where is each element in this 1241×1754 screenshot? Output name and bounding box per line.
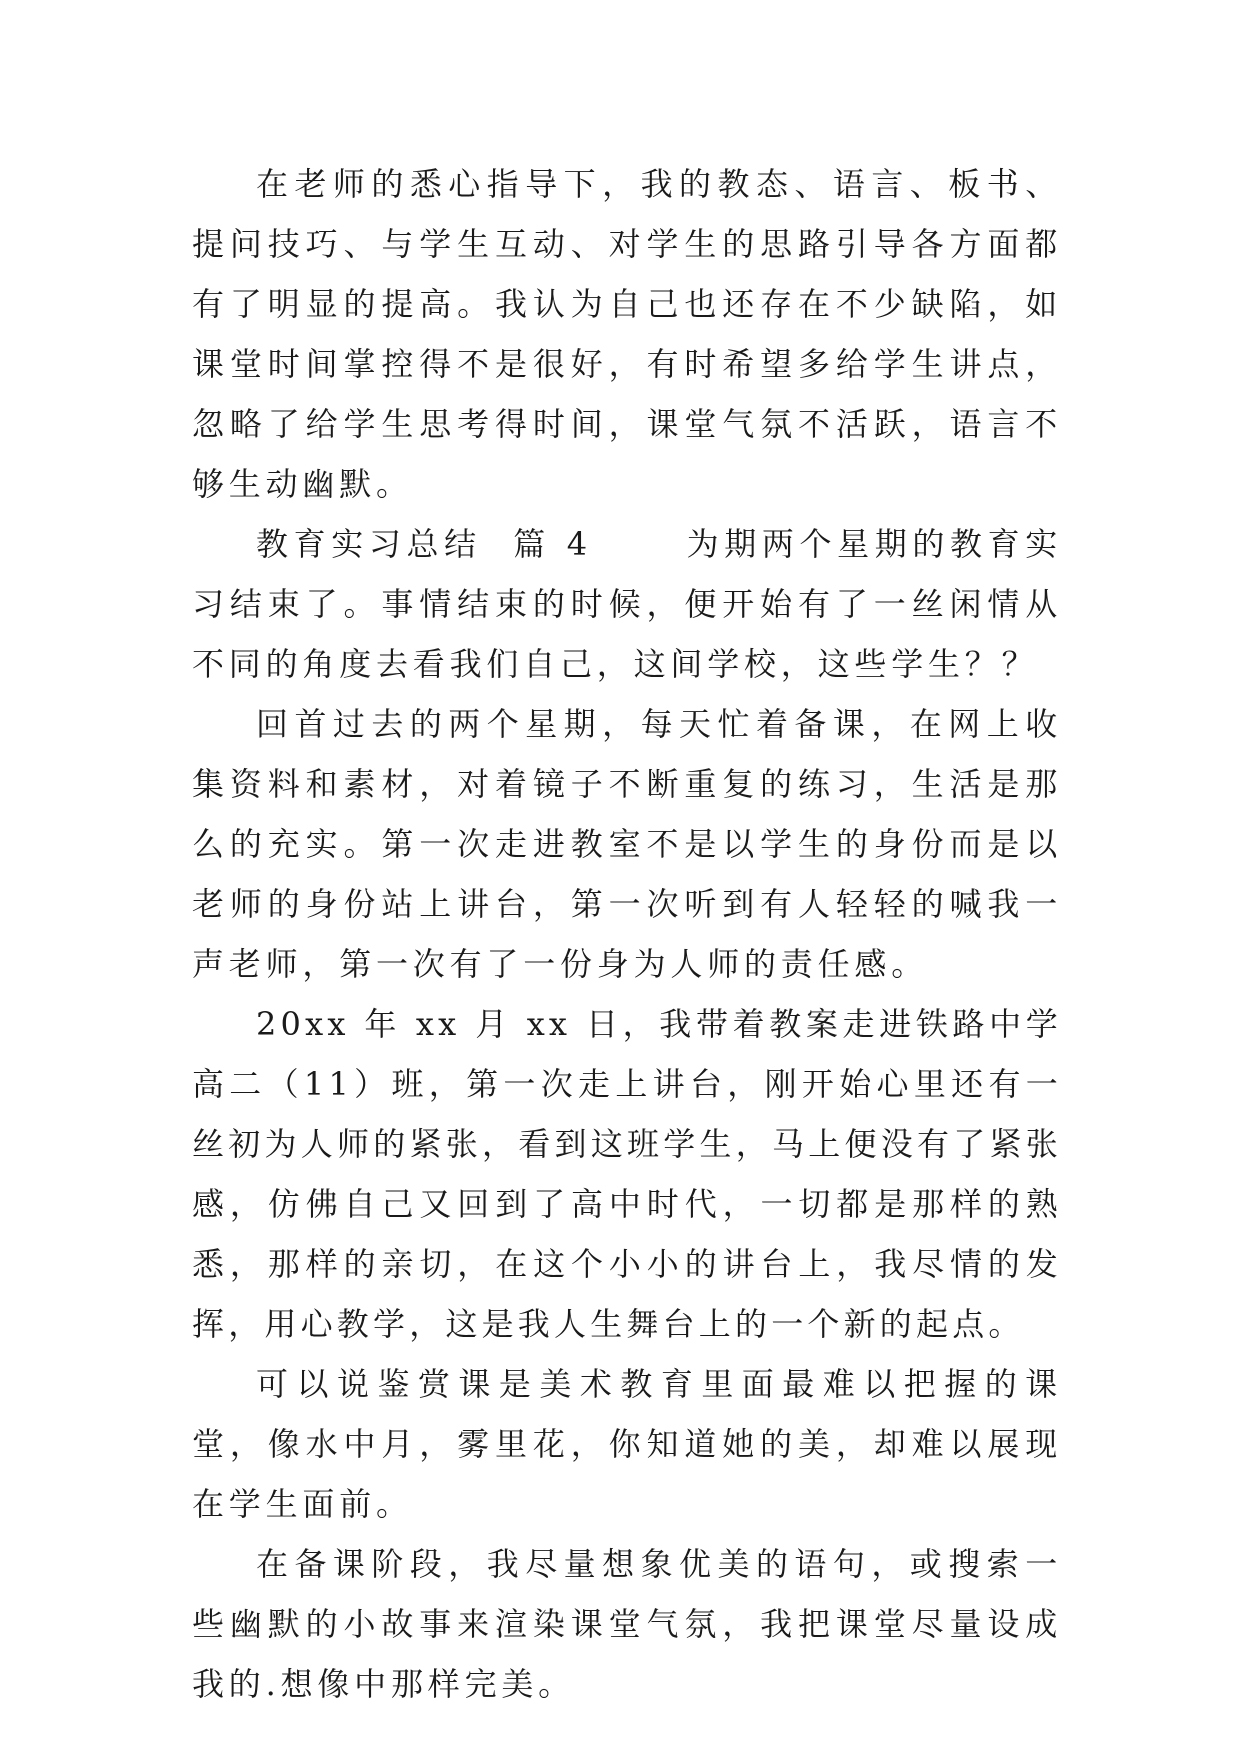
document-body	[192, 154, 1062, 1714]
paragraph: 回首过去的两个星期，每天忙着备课，在网上收集资料和素材，对着镜子不断重复的练习，生活是那么的充实。第一次走进教室不是以学生的身份而是以老师的身份站上讲台，第一次听到有人轻轻的喊我一声老师，第一次有了一份身为人师的责任感。	[192, 705, 1062, 983]
paragraph: 在备课阶段，我尽量想象优美的语句，或搜索一些幽默的小故事来渲染课堂气氛，我把课堂尽量设成我的.想像中那样完美。	[192, 1545, 1062, 1703]
paragraph: 可以说鉴赏课是美术教育里面最难以把握的课堂，像水中月，雾里花，你知道她的美，却难以展现在学生面前。	[192, 1365, 1062, 1523]
paragraph: 在老师的悉心指导下，我的教态、语言、板书、提问技巧、与学生互动、对学生的思路引导各方面都有了明显的提高。我认为自己也还存在不少缺陷，如课堂时间掌控得不是很好，有时希望多给学生讲点，忽略了给学生思考得时间，课堂气氛不活跃，语言不够生动幽默。	[192, 165, 1062, 503]
paragraph-section-heading: 教育实习总结 篇 4 为期两个星期的教育实习结束了。事情结束的时候，便开始有了一丝闲情从不同的角度去看我们自己，这间学校，这些学生？？	[192, 525, 1062, 683]
paragraph: 20xx 年 xx 月 xx 日，我带着教案走进铁路中学高二（11）班，第一次走上讲台，刚开始心里还有一丝初为人师的紧张，看到这班学生，马上便没有了紧张感，仿佛自己又回到了高中时代，一切都是那样的熟悉，那样的亲切，在这个小小的讲台上，我尽情的发挥，用心教学，这是我人生舞台上的一个新的起点。	[192, 1005, 1062, 1343]
